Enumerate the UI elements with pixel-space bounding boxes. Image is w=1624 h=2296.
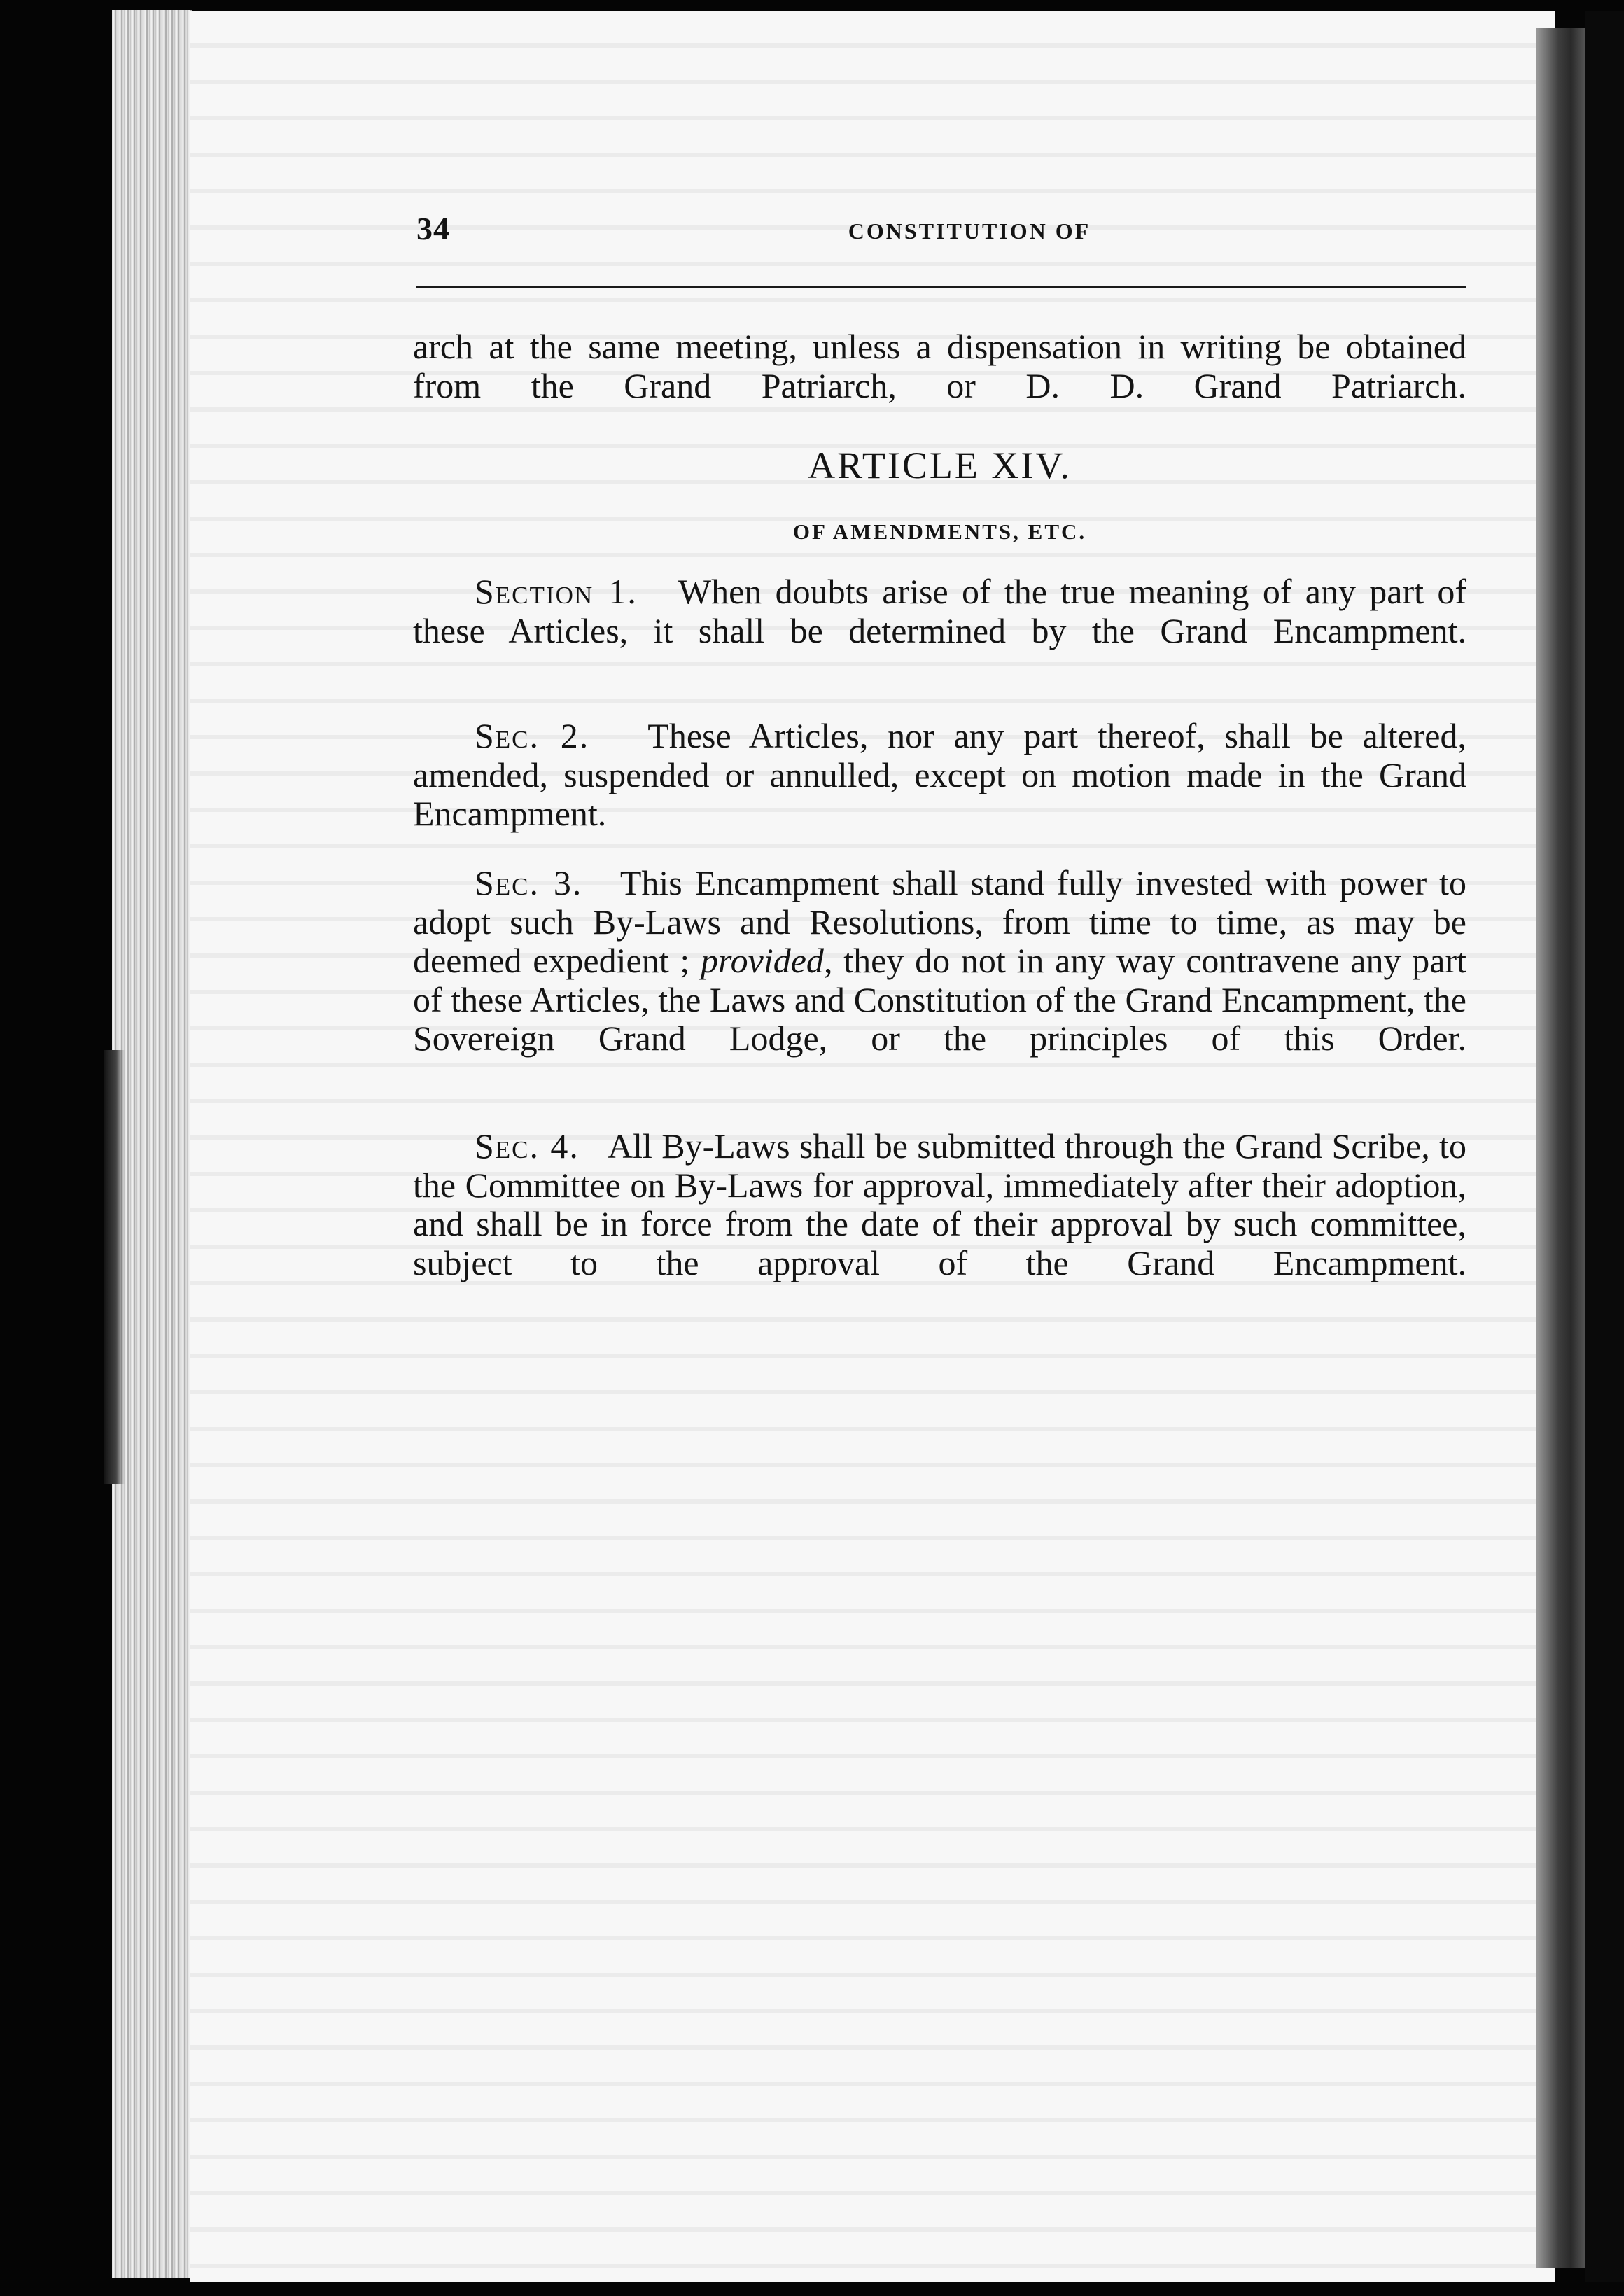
- section-2-label: Sec. 2.: [475, 716, 590, 755]
- gutter-shadow: [1536, 28, 1586, 2268]
- article-subtitle: OF AMENDMENTS, ETC.: [792, 519, 1087, 544]
- section-4-text: All By-Laws shall be submitted through the Grand Scribe, to the Committee on By-Laws for approval, immediately after their adoption, and shall be in force from the date of their approval by such committee, subject to the approval of the Grand Encampment.: [413, 1126, 1466, 1282]
- running-header: [416, 210, 1466, 266]
- section-3-paragraph: [413, 864, 1466, 1097]
- section-3: [413, 864, 1466, 1097]
- section-4-label: Sec. 4.: [475, 1126, 580, 1166]
- section-3-label: Sec. 3.: [475, 863, 583, 902]
- section-3-text-before: This Encampment shall stand fully invested with power to adopt such By-Laws and Resolutions, from time to time, as may be deemed expedient ;: [413, 863, 1466, 980]
- section-2-text: These Articles, nor any part thereof, shall be altered, amended, suspended or annulled, except on motion made in the Grand Encampment.: [413, 716, 1466, 833]
- section-4-paragraph: [413, 1127, 1466, 1322]
- page-number: 34: [416, 211, 450, 246]
- section-1-paragraph: [413, 573, 1466, 690]
- section-4: [413, 1127, 1466, 1322]
- continuation-text: arch at the same meeting, unless a dispensation in writing be obtained from the Grand Patriarch, or D. D. Grand Patriarch.: [413, 327, 1466, 405]
- header-rule: [416, 286, 1466, 288]
- header-title: CONSTITUTION OF: [848, 218, 1091, 244]
- section-2: [413, 717, 1466, 872]
- section-1-text: When doubts arise of the true meaning of any part of these Articles, it shall be determined by the Grand Encampment.: [413, 572, 1467, 650]
- section-1: [413, 573, 1466, 690]
- section-1-label: Section 1.: [475, 572, 638, 611]
- page-edge-stain: [104, 1050, 125, 1484]
- right-scan-edge: [1586, 11, 1624, 2282]
- section-3-emphasis: provided: [701, 941, 824, 980]
- section-3-text-after: , they do not in any way contravene any part of these Articles, the Laws and Constitution of the Grand Encampment, the Sovereign Grand Lodge, or the principles of this Order.: [413, 941, 1466, 1058]
- article-title: ARTICLE XIV.: [808, 444, 1072, 486]
- section-2-paragraph: [413, 717, 1466, 872]
- continuation-paragraph: [413, 328, 1466, 444]
